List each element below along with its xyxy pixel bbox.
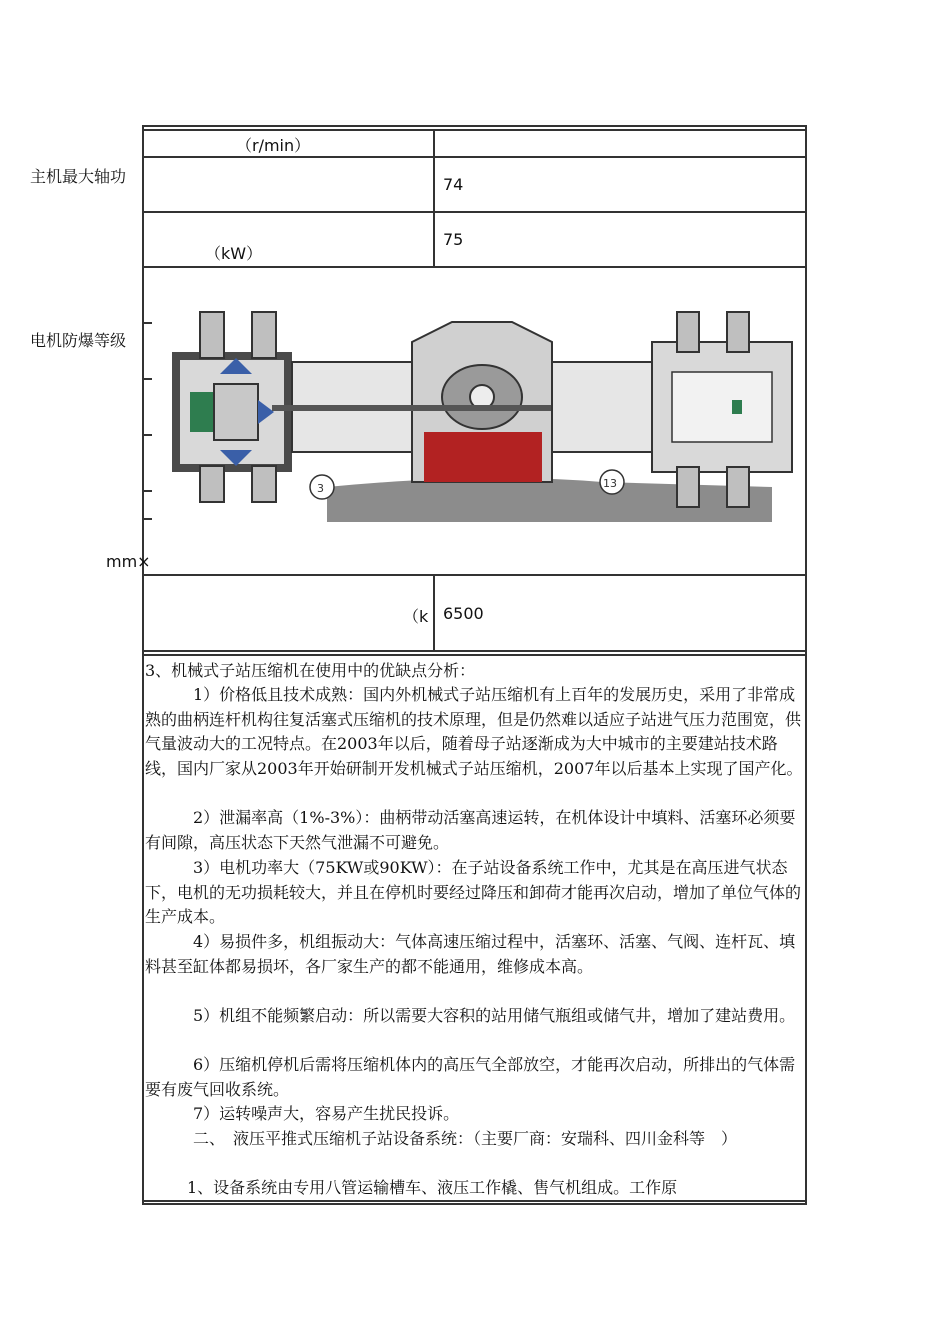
shaft-power-value: 74 [443, 175, 464, 194]
paragraph-item-4: 4）易损件多，机组振动大：气体高速压缩过程中，活塞环、活塞、气阀、连杆瓦、填料甚至缸体都易损坏，各厂家生产的都不能通用，维修成本高。 [145, 932, 796, 976]
paragraph-item-3: 3）电机功率大（75KW或90KW）：在子站设备系统工作中，尤其是在高压进气状态下，电机的无功损耗较大，并且在停机时要经过降压和卸荷才能再次启动，增加了单位气体的生产成本。 [145, 858, 802, 926]
compressor-cross-section-figure [152, 282, 806, 524]
speed-unit-label: （r/min） [236, 136, 311, 155]
border-tick [144, 518, 152, 520]
row-divider [142, 156, 807, 158]
border-tick [144, 322, 152, 324]
max-shaft-power-label: 主机最大轴功 [30, 167, 127, 186]
border-tick [144, 434, 152, 436]
weight-value: 6500 [443, 604, 484, 623]
row-divider [142, 650, 807, 652]
figure-label-13: 13 [603, 477, 617, 490]
row-divider [142, 266, 807, 268]
row-divider [142, 654, 807, 656]
section-heading-2: 二、 液压平推式压缩机子站设备系统：（主要厂商：安瑞科、四川金科等 ） [193, 1129, 738, 1148]
motor-explosion-grade-label: 电机防爆等级 [30, 331, 127, 350]
border-tick [144, 378, 152, 380]
motor-power-value: 75 [443, 230, 464, 249]
table-top-double-line [142, 129, 807, 131]
paragraph-item-1: 1）价格低且技术成熟：国内外机械式子站压缩机有上百年的发展历史，采用了非常成熟的曲柄连杆机构往复活塞式压缩机的技术原理，但是仍然难以适应子站进气压力范围宽，供气量波动大的工况特点。在2003年以后，随着母子站逐渐成为大中城市的主要建站技术路线，国内厂家从2003年开始研制开发机械式子站压缩机，2007年以后基本上实现了国产化。 [145, 685, 803, 778]
border-tick [144, 490, 152, 492]
dimension-unit-label: mm× [106, 552, 151, 571]
column-divider [433, 574, 435, 652]
column-divider [433, 129, 435, 268]
row-divider [142, 574, 807, 576]
paragraph-item-7: 7）运转噪声大，容易产生扰民投诉。 [193, 1104, 460, 1123]
paragraph-item-5: 5）机组不能频繁启动：所以需要大容积的站用储气瓶组或储气井，增加了建站费用。 [193, 1006, 796, 1025]
paragraph-last: 1、设备系统由专用八管运输槽车、液压工作橇、售气机组成。工作原 [187, 1178, 678, 1197]
section-heading-3: 3、机械式子站压缩机在使用中的优缺点分析： [145, 661, 476, 680]
power-unit-label: （kW） [205, 244, 263, 263]
paragraph-item-6: 6）压缩机停机后需将压缩机体内的高压气全部放空，才能再次启动，所排出的气体需要有废气回收系统。 [145, 1055, 796, 1099]
row-divider [142, 211, 807, 213]
paragraph-item-2: 2）泄漏率高（1%-3%）：曲柄带动活塞高速运转，在机体设计中填料、活塞环必须要有间隙，高压状态下天然气泄漏不可避免。 [145, 808, 796, 852]
figure-label-3: 3 [317, 482, 324, 495]
weight-unit-label: （k [403, 607, 429, 626]
